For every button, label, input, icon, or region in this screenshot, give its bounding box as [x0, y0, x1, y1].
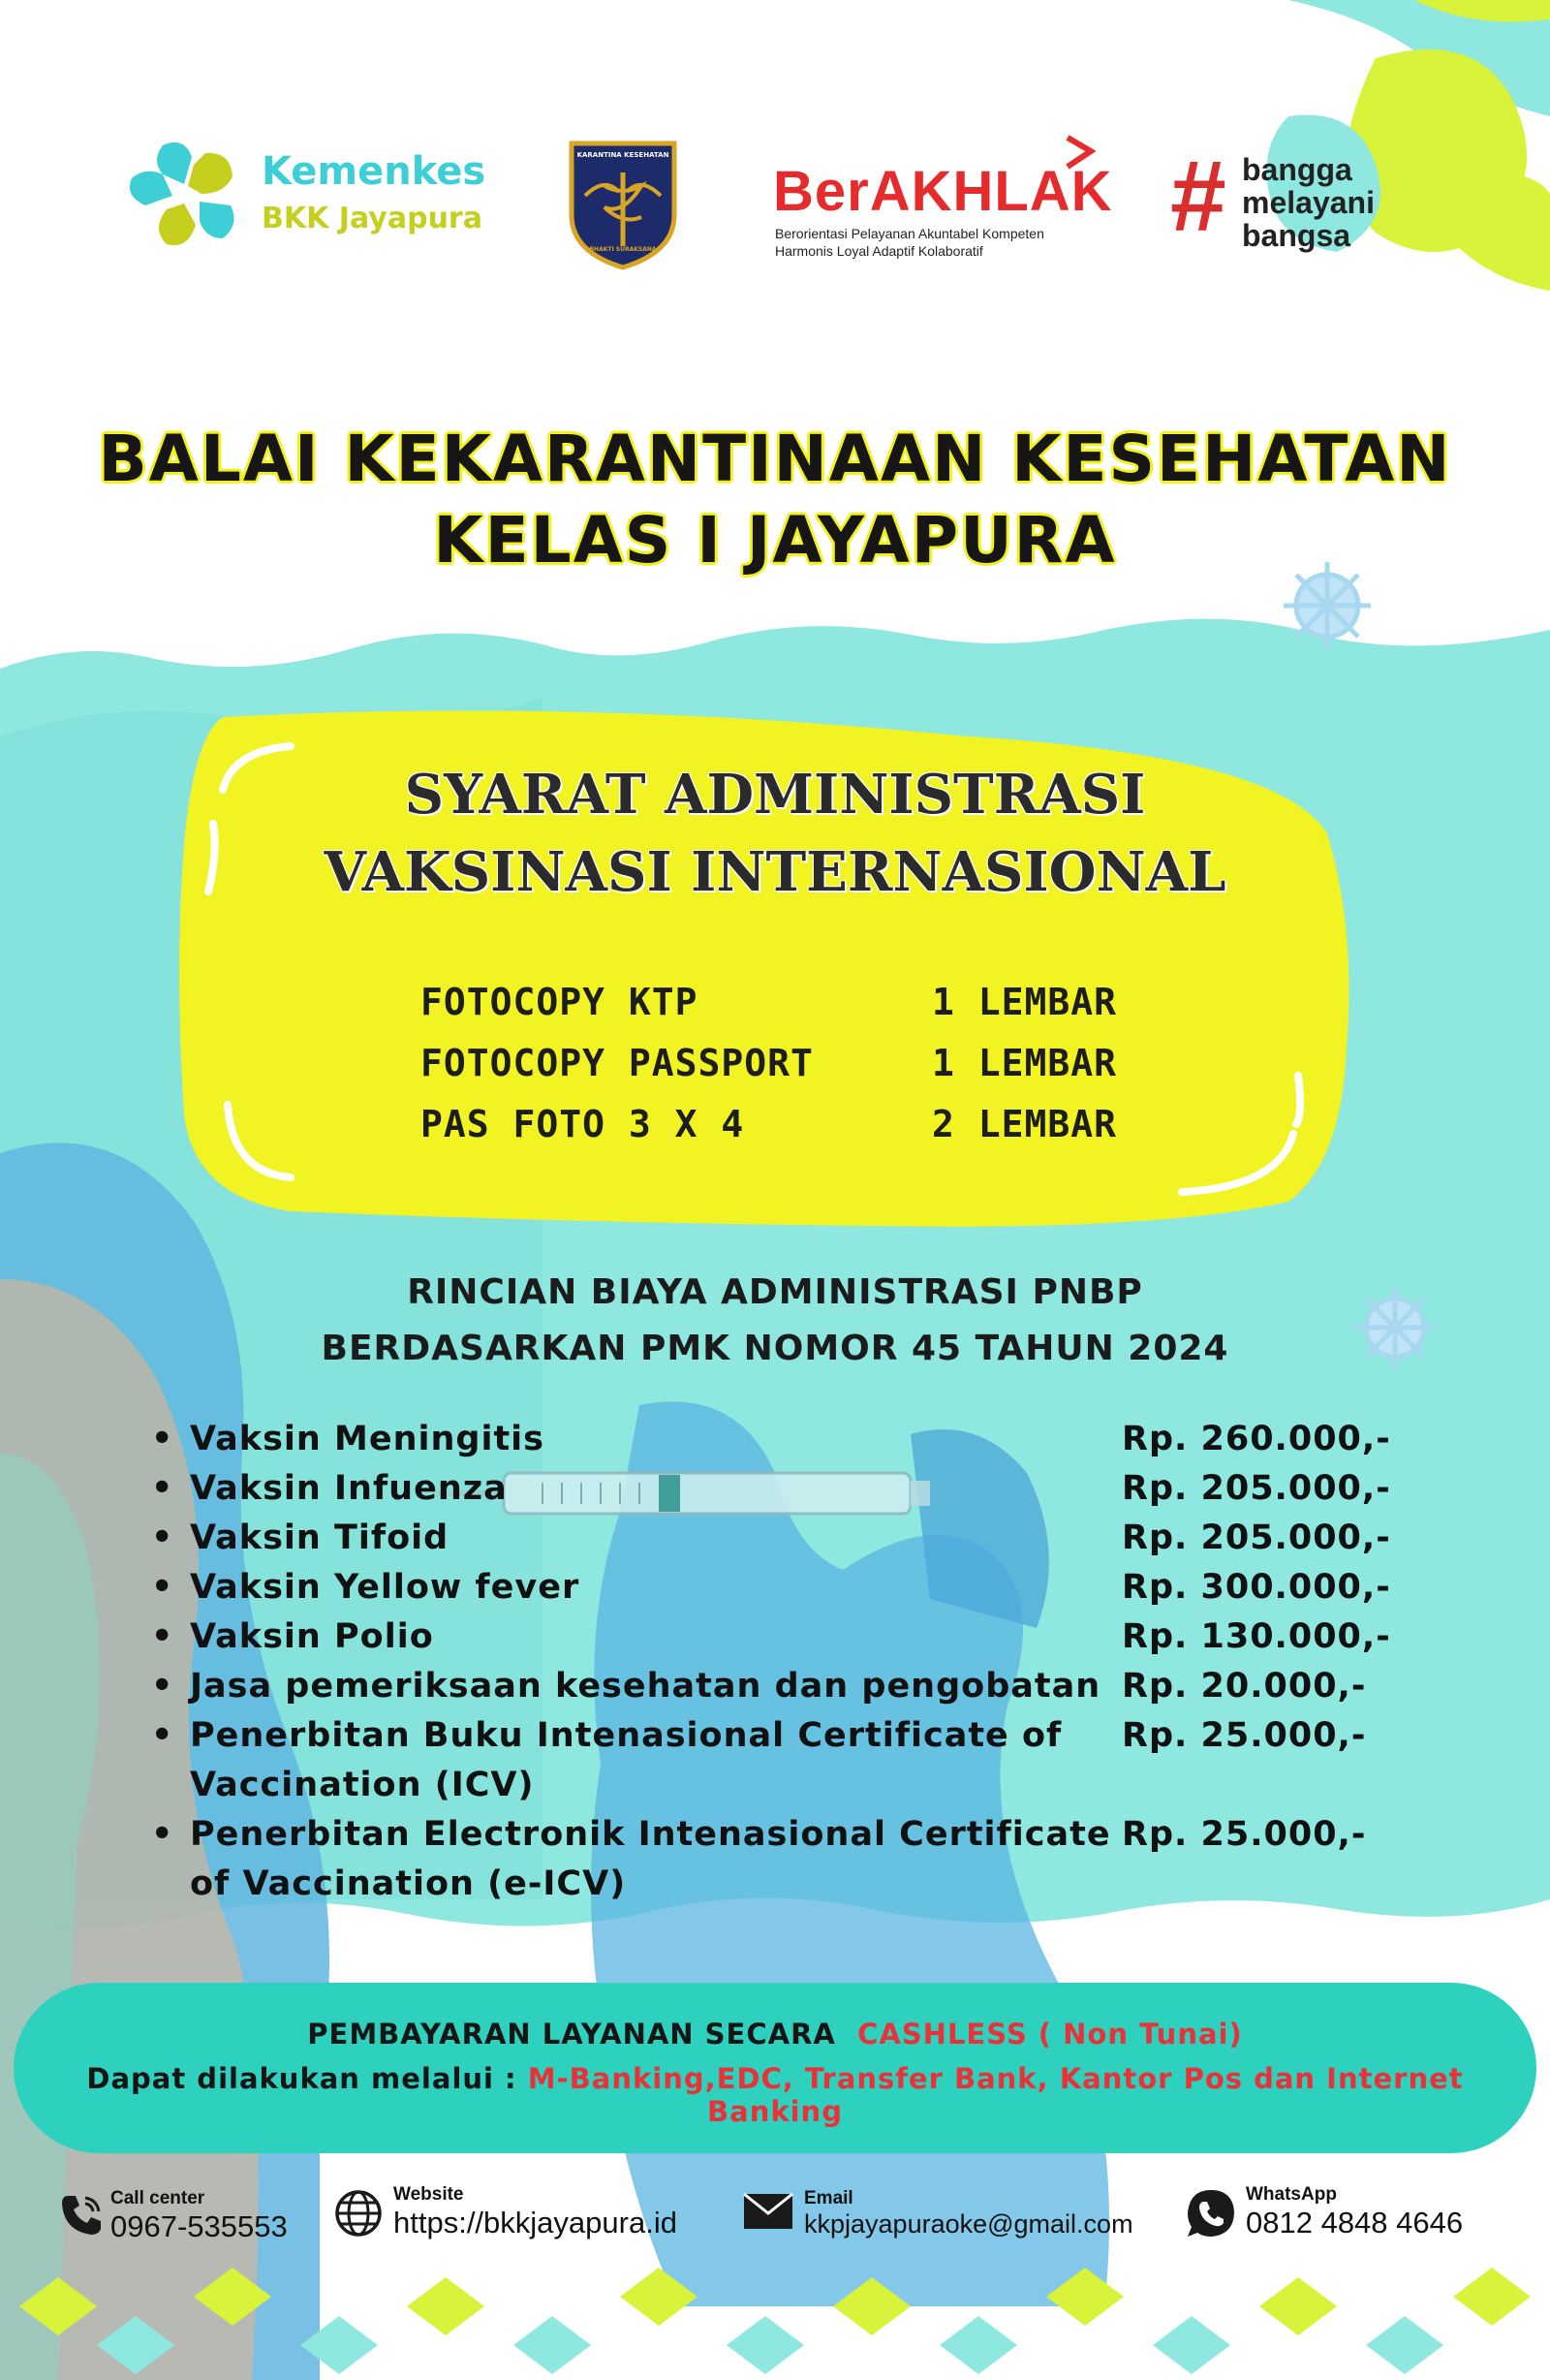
- bangga-line-2: melayani: [1242, 185, 1375, 220]
- cost-heading-line-1: RINCIAN BIAYA ADMINISTRASI PNBP: [407, 1272, 1143, 1312]
- berakhlak-tagline-2: Harmonis Loyal Adaptif Kolaboratif: [775, 243, 983, 259]
- payment-channels: M-Banking,EDC, Transfer Bank, Kantor Pos dan Internet Banking: [527, 2062, 1464, 2128]
- berakhlak-name: BerAKHLAK: [773, 160, 1113, 223]
- cost-item-price: Rp. 300.000,-: [1122, 1568, 1391, 1607]
- whatsapp-label: WhatsApp: [1246, 2184, 1337, 2205]
- cost-item-name: Vaksin Yellow fever: [190, 1568, 580, 1607]
- cost-item-name: Jasa pemeriksaan kesehatan dan pengobatan: [190, 1667, 1101, 1706]
- syringe-illustration: [436, 1473, 930, 1514]
- cost-item-price: Rp. 20.000,-: [1122, 1667, 1367, 1706]
- cost-item-name: Penerbitan Buku Intenasional Certificate of: [190, 1716, 1063, 1755]
- contact-call-center[interactable]: [58, 2180, 329, 2248]
- badge-top-text: KARANTINA KESEHATAN: [576, 151, 669, 159]
- requirement-item-qty: 2 LEMBAR: [932, 1103, 1118, 1145]
- payment-line-1: [14, 2018, 1536, 2051]
- kemenkes-name: Kemenkes: [262, 149, 486, 194]
- payment-line-2: [14, 2062, 1536, 2128]
- title-line-1: BALAI KEKARANTINAAN KESEHATAN: [98, 422, 1452, 496]
- email-address: kkpjayapuraoke@gmail.com: [804, 2209, 1133, 2239]
- cost-item-name-continued: Vaccination (ICV): [190, 1766, 535, 1804]
- page-title: [0, 419, 1550, 581]
- cost-heading: [0, 1265, 1550, 1377]
- cost-item-name: Vaksin Infuenza: [190, 1469, 508, 1508]
- cost-item-name: Vaksin Tifoid: [190, 1519, 450, 1557]
- requirement-item-name: FOTOCOPY KTP: [420, 981, 698, 1023]
- list-item: • Penerbitan Buku Intenasional Certificate of: [151, 1716, 1063, 1755]
- hashtag-mark: #: [1170, 141, 1226, 253]
- cashless-highlight: CASHLESS ( Non Tunai): [857, 2018, 1243, 2051]
- bangga-line-3: bangsa: [1242, 218, 1351, 253]
- list-item: • Penerbitan Electronik Intenasional Certificate: [151, 1815, 1111, 1854]
- requirement-item-qty: 1 LEMBAR: [932, 1042, 1118, 1084]
- list-item: • Vaksin Polio: [151, 1617, 434, 1656]
- karantina-badge: [566, 138, 680, 271]
- whatsapp-icon: [1184, 2186, 1238, 2240]
- cost-item-price: Rp. 25.000,-: [1122, 1815, 1367, 1854]
- title-line-2: KELAS I JAYAPURA: [433, 503, 1117, 578]
- whatsapp-number: 0812 4848 4646: [1246, 2206, 1464, 2239]
- contact-email[interactable]: [742, 2180, 1149, 2248]
- cost-item-name-continued: of Vaccination (e-ICV): [190, 1864, 627, 1903]
- list-item: • Jasa pemeriksaan kesehatan dan pengobatan: [151, 1667, 1101, 1706]
- bangga-line-1: bangga: [1242, 152, 1352, 187]
- berakhlak-tagline-1: Berorientasi Pelayanan Akuntabel Kompeten: [775, 226, 1044, 241]
- kemenkes-mark-icon: [124, 136, 244, 256]
- cost-item-name: Vaksin Meningitis: [190, 1420, 545, 1458]
- website-url: https://bkkjayapura.id: [393, 2206, 677, 2239]
- call-center-label: Call center: [110, 2188, 205, 2208]
- list-item: • Vaksin Meningitis: [151, 1420, 545, 1458]
- call-center-number: 0967-535553: [110, 2209, 288, 2243]
- berakhlak-arrow-icon: [1062, 134, 1100, 172]
- envelope-icon: [742, 2192, 794, 2231]
- cost-item-price: Rp. 205.000,-: [1122, 1469, 1391, 1508]
- bangga-melayani-logo: [1170, 141, 1422, 264]
- cost-heading-line-2: BERDASARKAN PMK NOMOR 45 TAHUN 2024: [321, 1329, 1229, 1368]
- website-label: Website: [393, 2184, 464, 2205]
- list-item: • Vaksin Infuenza: [151, 1469, 508, 1508]
- requirements-heading-line-1: SYARAT ADMINISTRASI: [404, 763, 1146, 827]
- phone-icon: [58, 2192, 105, 2239]
- list-item: • Vaksin Tifoid: [151, 1519, 450, 1557]
- cost-item-price: Rp. 25.000,-: [1122, 1716, 1367, 1755]
- berakhlak-logo: [773, 134, 1113, 260]
- payment-info-box: [14, 1983, 1536, 2153]
- kemenkes-unit: BKK Jayapura: [262, 202, 482, 235]
- globe-icon: [333, 2188, 384, 2239]
- cost-item-name: Vaksin Polio: [190, 1617, 434, 1656]
- cost-item-price: Rp. 130.000,-: [1122, 1617, 1391, 1656]
- list-item: • Vaksin Yellow fever: [151, 1568, 580, 1607]
- cost-item-price: Rp. 205.000,-: [1122, 1519, 1391, 1557]
- contact-website[interactable]: [333, 2178, 721, 2246]
- kemenkes-logo: [124, 132, 492, 267]
- requirements-heading: [223, 756, 1327, 911]
- requirement-item-name: FOTOCOPY PASSPORT: [420, 1042, 814, 1084]
- payment-method-label: PEMBAYARAN LAYANAN SECARA: [307, 2018, 836, 2051]
- bottom-pattern: [0, 2248, 1550, 2380]
- contact-whatsapp[interactable]: [1184, 2178, 1513, 2248]
- email-label: Email: [804, 2188, 853, 2208]
- cost-item-name: Penerbitan Electronik Intenasional Certificate: [190, 1815, 1111, 1854]
- requirement-item-name: PAS FOTO 3 X 4: [420, 1103, 745, 1145]
- requirements-heading-line-2: VAKSINASI INTERNASIONAL: [324, 840, 1226, 904]
- badge-bottom-text: BHAKTI SURAKSANA: [589, 246, 657, 253]
- cost-item-price: Rp. 260.000,-: [1122, 1420, 1391, 1458]
- payment-channels-label: Dapat dilakukan melalui :: [86, 2062, 517, 2095]
- requirement-item-qty: 1 LEMBAR: [932, 981, 1118, 1023]
